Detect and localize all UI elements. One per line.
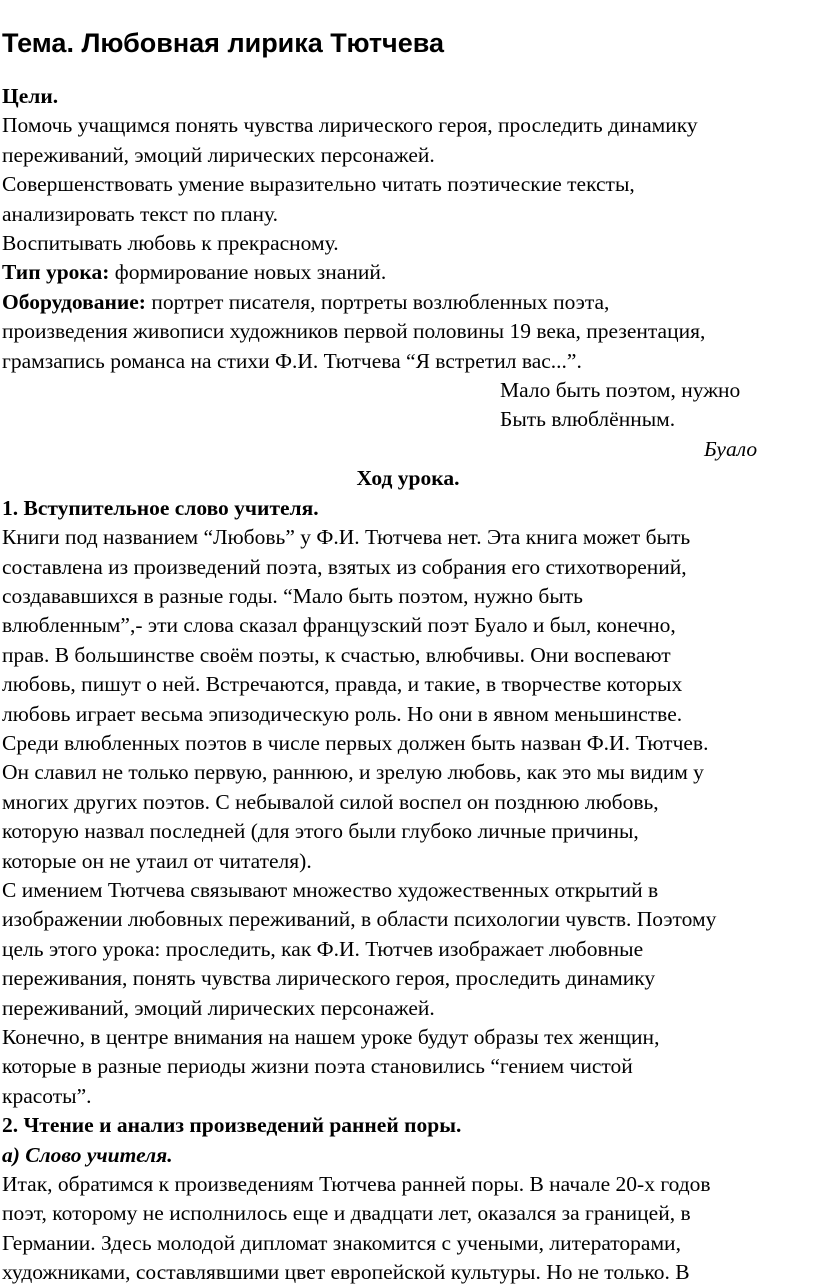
goals-line: Помочь учащимся понять чувства лирического героя, проследить динамику: [2, 113, 698, 138]
epigraph-line: Быть влюблённым.: [500, 407, 676, 432]
section-1-line: переживания, понять чувства лирического героя, проследить динамику: [2, 966, 656, 991]
equipment-value: портрет писателя, портреты возлюбленных поэта,: [145, 289, 610, 314]
section-1-line: которые в разные периоды жизни поэта становились “гением чистой: [2, 1054, 633, 1079]
equipment-label: Оборудование:: [2, 289, 146, 314]
equipment-line: грамзапись романса на стихи Ф.И. Тютчева “Я встретил вас...”.: [2, 348, 582, 373]
section-1-line: которые он не утаил от читателя).: [2, 848, 312, 873]
section-1-line: Книги под названием “Любовь” у Ф.И. Тютчева нет. Эта книга может быть: [2, 525, 691, 550]
section-1-line: С имением Тютчева связывают множество художественных открытий в: [2, 877, 659, 902]
section-2-line: Германии. Здесь молодой дипломат знакомится с учеными, литераторами,: [2, 1230, 681, 1255]
section-1-line: изображении любовных переживаний, в области психологии чувств. Поэтому: [2, 907, 717, 932]
epigraph-line: Мало быть поэтом, нужно: [500, 378, 741, 403]
section-1-line: Он славил не только первую, раннюю, и зрелую любовь, как это мы видим у: [2, 760, 704, 785]
course-heading: Ход урока.: [356, 466, 460, 491]
section-2-line: художниками, составлявшими цвет европейской культуры. Но не только. В: [2, 1260, 690, 1285]
page-title: Тема. Любовная лирика Тютчева: [2, 28, 445, 58]
epigraph-author: Буало: [704, 436, 758, 461]
section-1-line: многих других поэтов. С небывалой силой воспел он позднюю любовь,: [2, 789, 659, 814]
section-2-subheading: а) Слово учителя.: [2, 1142, 173, 1167]
goals-heading: Цели.: [2, 84, 59, 108]
section-1-line: переживаний, эмоций лирических персонажей.: [2, 995, 435, 1020]
goals-line: переживаний, эмоций лирических персонажей.: [2, 142, 435, 167]
lesson-type-value: формирование новых знаний.: [109, 260, 387, 285]
equipment-line: произведения живописи художников первой половины 19 века, презентация,: [2, 319, 706, 344]
section-2-heading: 2. Чтение и анализ произведений ранней поры.: [2, 1113, 462, 1138]
lesson-type-label: Тип урока:: [2, 260, 110, 285]
goals-line: анализировать текст по плану.: [2, 201, 278, 226]
goals-line: Воспитывать любовь к прекрасному.: [2, 231, 339, 256]
section-1-line: Конечно, в центре внимания на нашем уроке будут образы тех женщин,: [2, 1025, 660, 1049]
section-1-line: Среди влюбленных поэтов в числе первых должен быть назван Ф.И. Тютчев.: [2, 730, 709, 755]
section-1-line: составлена из произведений поэта, взятых из собрания его стихотворений,: [2, 554, 687, 579]
document-body: [0, 82, 814, 1288]
section-1-line: создававшихся в разные годы. “Мало быть поэтом, нужно быть: [2, 583, 583, 608]
goals-line: Совершенствовать умение выразительно читать поэтические тексты,: [2, 172, 635, 197]
section-1-line: цель этого урока: проследить, как Ф.И. Тютчев изображает любовные: [2, 936, 644, 961]
section-1-heading: 1. Вступительное слово учителя.: [2, 495, 319, 520]
section-1-line: которую назвал последней (для этого были глубоко личные причины,: [2, 819, 639, 844]
section-1-line: красоты”.: [2, 1083, 92, 1108]
lesson-type: [2, 258, 814, 287]
equipment: [2, 288, 814, 317]
section-2-line: Итак, обратимся к произведениям Тютчева ранней поры. В начале 20-х годов: [2, 1172, 711, 1197]
section-1-line: любовь играет весьма эпизодическую роль. Но они в явном меньшинстве.: [2, 701, 683, 726]
section-1-line: влюбленным”,- эти слова сказал французский поэт Буало и был, конечно,: [2, 613, 676, 638]
section-1-line: любовь, пишут о ней. Встречаются, правда, и такие, в творчестве которых: [2, 672, 683, 697]
section-1-line: прав. В большинстве своём поэты, к счастью, влюбчивы. Они воспевают: [2, 642, 671, 667]
section-2-line: поэт, которому не исполнилось еще и двадцати лет, оказался за границей, в: [2, 1201, 691, 1226]
